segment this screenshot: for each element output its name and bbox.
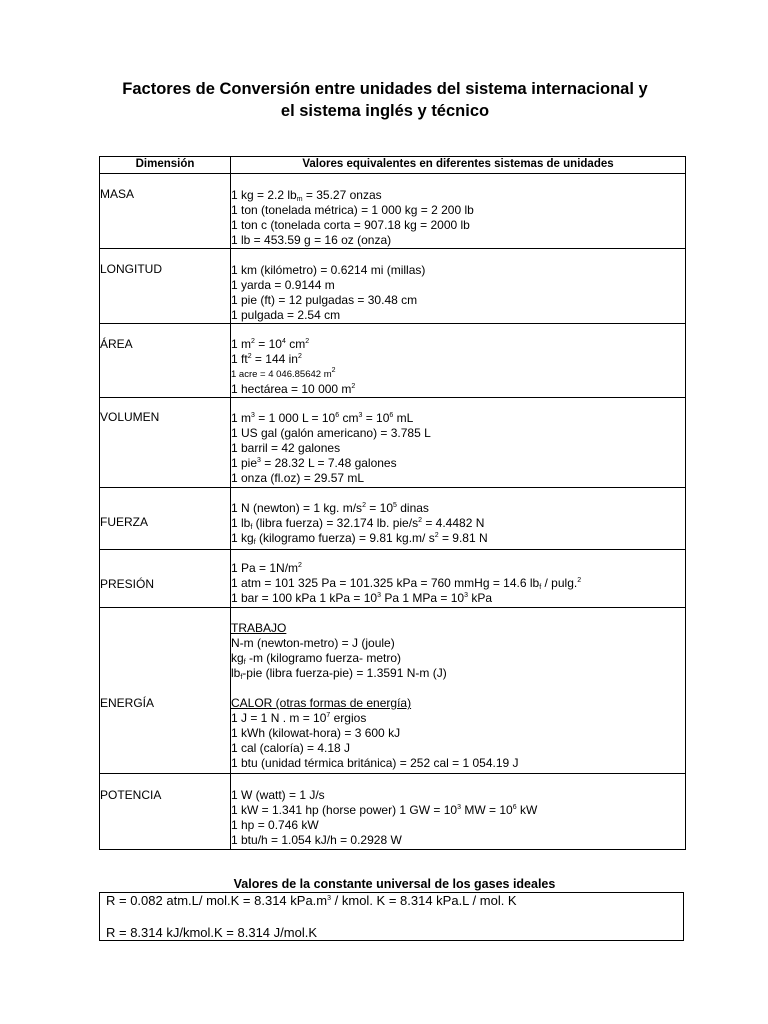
- value-line: 1 onza (fl.oz) = 29.57 mL: [231, 471, 365, 485]
- value-line: 1 acre = 4 046.85642 $m^2$: [231, 367, 336, 380]
- value-line: 1 hp = 0.746 kW: [231, 818, 319, 832]
- dimension-cell: POTENCIA: [100, 774, 231, 850]
- value-line: 1 cal (caloría) = 4.18 J: [231, 741, 351, 755]
- value-line: 1 atm = 101 325 Pa = 101.325 kPa = 760 mmHg = 14.6 $lb_f / pulg.^2$: [231, 576, 582, 591]
- value-line: 1 $kg_f$ (kilogramo fuerza) = 9.81 kg.m/ $s^2 = 9.81$ N: [231, 531, 488, 546]
- dimension-cell: FUERZA: [100, 488, 231, 550]
- value-line: 1 ton (tonelada métrica) = 1 000 kg = 2 200 lb: [231, 203, 474, 217]
- value-line: 1 pie$^3$ = 28.32 L = 7.48 galones: [231, 456, 397, 470]
- value-line: 1 lb = 453.59 g = 16 oz (onza): [231, 233, 392, 247]
- value-line: 1 $Pa = 1N/m^2$: [231, 561, 302, 575]
- values-cell: [231, 398, 686, 488]
- value-line: 1 kWh (kilowat-hora) = 3 600 kJ: [231, 726, 401, 740]
- header-dimension: Dimensión: [100, 157, 231, 174]
- dimension-cell: MASA: [100, 174, 231, 249]
- header-values: Valores equivalentes en diferentes sistemas de unidades: [231, 157, 686, 174]
- value-line: 1 kW = 1.341 hp (horse power) 1 GW = $10^3$ MW = $10^6$ kW: [231, 803, 538, 817]
- value-line: 1 $m^2 = 10^4$ $cm^2$: [231, 337, 310, 351]
- value-line: 1 bar = 100 kPa 1 kPa = $10^3$ Pa 1 MPa = $10^3$ kPa: [231, 591, 492, 605]
- value-line: N-m (newton-metro) = J (joule): [231, 636, 395, 650]
- value-line: 1 $lb_f$ (libra fuerza) = 32.174 lb. pie/$s^2 = 4.4482$ N: [231, 516, 485, 531]
- document-title: [60, 78, 710, 122]
- value-line: 1 barril = 42 galones: [231, 441, 341, 455]
- gas-constant-box: [99, 892, 684, 941]
- table-row: [100, 608, 686, 774]
- title-line-1: Factores de Conversión entre unidades del sistema internacional y: [122, 80, 648, 98]
- title-line-2: el sistema inglés y técnico: [280, 102, 490, 120]
- dimension-cell: ÁREA: [100, 324, 231, 398]
- value-line: 1 pulgada = 2.54 cm: [231, 308, 341, 322]
- gas-constant-line-1: R = 0.082 atm.L/ mol.K = 8.314 $kPa.m^3$ / kmol. K = 8.314 kPa.L / mol. K: [106, 893, 517, 908]
- value-line: 1 kg = 2.2 $lb_m = 35.27$ onzas: [231, 188, 382, 203]
- value-line: 1 J = 1 N . $m = 10^7$ ergios: [231, 711, 367, 725]
- dimension-cell: LONGITUD: [100, 249, 231, 324]
- value-line: [231, 681, 685, 696]
- table-row: [100, 324, 686, 398]
- value-line: 1 km (kilómetro) = 0.6214 mi (millas): [231, 263, 426, 277]
- table-header-row: [100, 157, 686, 174]
- dimension-cell: ENERGÍA: [100, 608, 231, 774]
- gas-constant-line-2: R = 8.314 kJ/kmol.K = 8.314 J/mol.K: [106, 925, 317, 940]
- table-row: [100, 174, 686, 249]
- value-line: 1 btu/h = 1.054 kJ/h = 0.2928 W: [231, 833, 402, 847]
- value-line: 1 W (watt) = 1 J/s: [231, 788, 325, 802]
- values-cell: [231, 488, 686, 550]
- table-row: [100, 488, 686, 550]
- value-line: 1 yarda = 0.9144 m: [231, 278, 335, 292]
- conversion-table: [99, 156, 686, 850]
- table-row: [100, 774, 686, 850]
- value-line: 1 $m^3 = 1$ 000 $L = 10^6$ $cm^3 = 10^6$ mL: [231, 411, 414, 425]
- table-row: [100, 249, 686, 324]
- value-line: 1 N (newton) = 1 kg. $m/s^2 = 10^5$ dinas: [231, 501, 429, 515]
- values-cell: [231, 324, 686, 398]
- value-line: CALOR (otras formas de energía): [231, 696, 412, 710]
- value-line: 1 pie (ft) = 12 pulgadas = 30.48 cm: [231, 293, 418, 307]
- value-line: 1 $ft^2 = 144$ $in^2$: [231, 352, 302, 366]
- value-line: 1 hectárea = 10 000 $m^2$: [231, 382, 356, 396]
- value-line: TRABAJO: [231, 621, 287, 635]
- values-cell: [231, 608, 686, 774]
- value-line: 1 btu (unidad térmica británica) = 252 cal = 1 054.19 J: [231, 756, 519, 770]
- value-line: 1 ton c (tonelada corta = 907.18 kg = 2000 lb: [231, 218, 470, 232]
- value-line: $kg_f$ -m (kilogramo fuerza- metro): [231, 651, 402, 666]
- value-line: $lb_f$-pie (libra fuerza-pie) = 1.3591 N-m (J): [231, 666, 447, 681]
- table-row: [100, 398, 686, 488]
- dimension-cell: PRESIÓN: [100, 550, 231, 608]
- table-row: [100, 550, 686, 608]
- dimension-cell: VOLUMEN: [100, 398, 231, 488]
- gas-constant-title: Valores de la constante universal de los gases ideales: [233, 877, 556, 891]
- values-cell: [231, 774, 686, 850]
- values-cell: [231, 550, 686, 608]
- values-cell: [231, 249, 686, 324]
- value-line: 1 US gal (galón americano) = 3.785 L: [231, 426, 431, 440]
- values-cell: [231, 174, 686, 249]
